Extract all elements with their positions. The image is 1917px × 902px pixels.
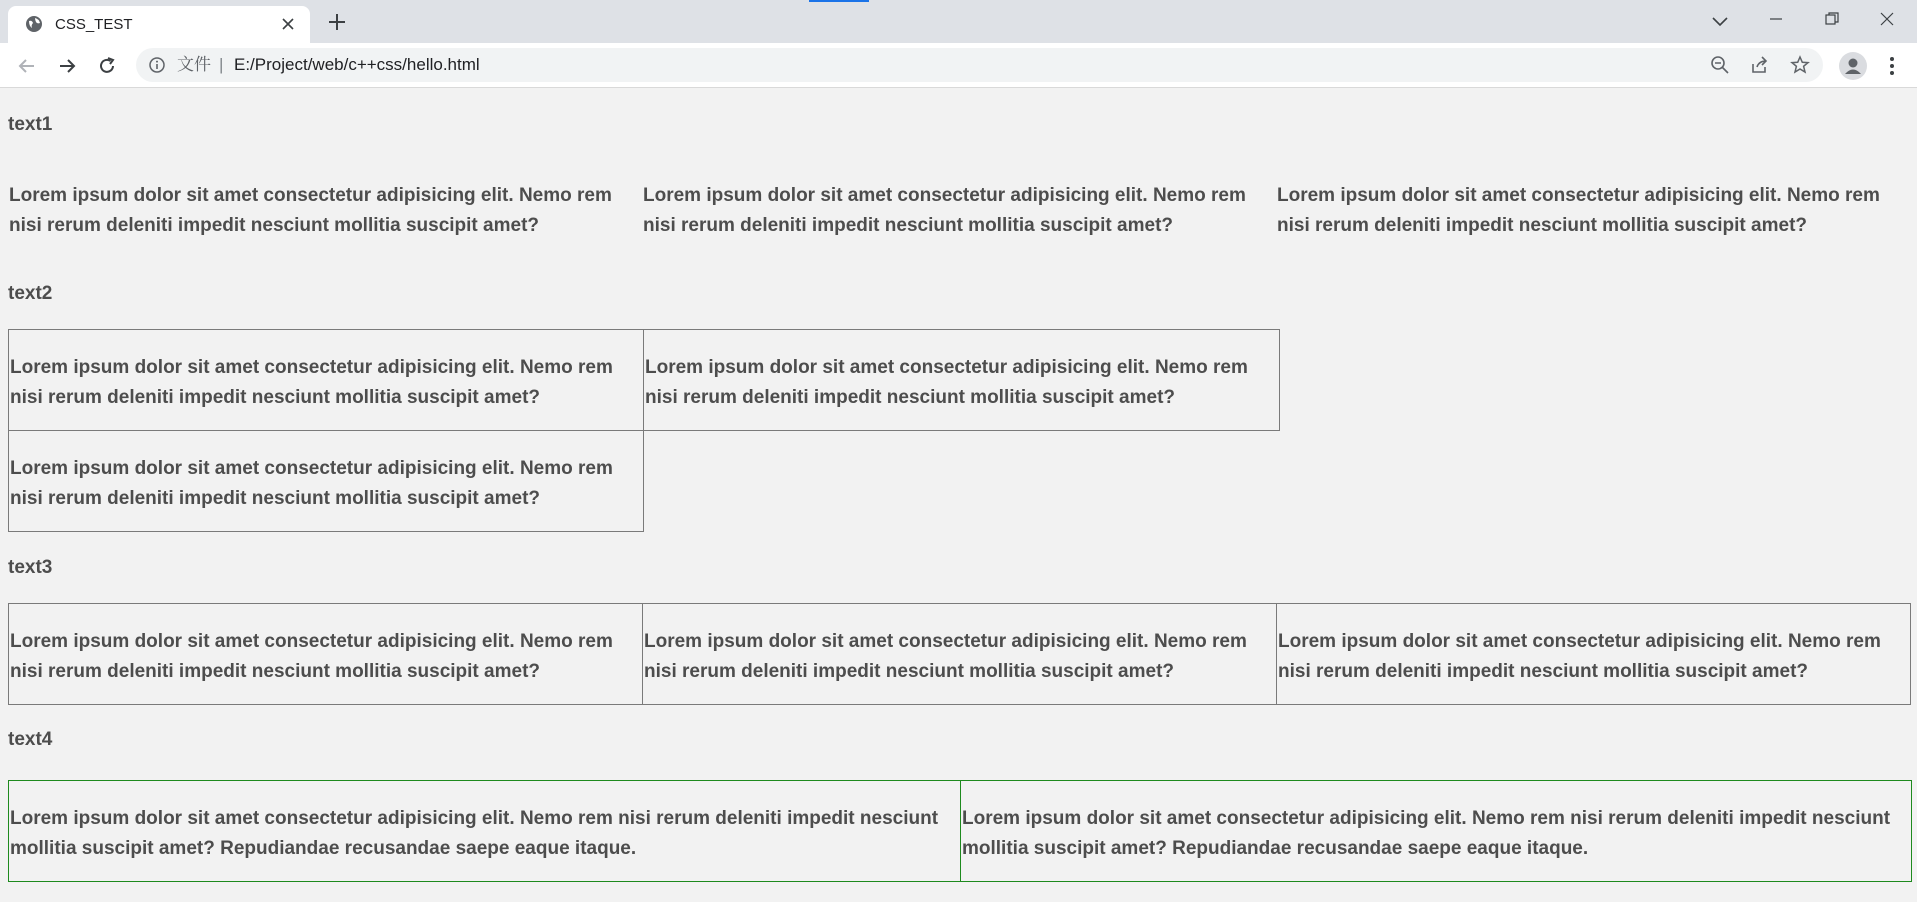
forward-button[interactable] (53, 52, 81, 80)
globe-icon (25, 15, 43, 33)
bookmark-star-icon[interactable] (1790, 55, 1810, 75)
close-icon (1879, 11, 1895, 27)
address-bar[interactable] (136, 48, 1823, 82)
person-icon (1839, 52, 1867, 80)
more-menu-icon[interactable] (1882, 54, 1902, 78)
close-window-button[interactable] (1864, 6, 1910, 32)
share-icon[interactable] (1750, 55, 1770, 75)
minimize-button[interactable] (1753, 6, 1799, 32)
text1-box-2 (642, 158, 1276, 260)
section-heading-text1: text1 (8, 114, 53, 135)
new-tab-icon[interactable] (325, 10, 349, 34)
box-text: Lorem ipsum dolor sit amet consectetur adipisicing elit. Nemo rem nisi rerum deleniti impedit nesciunt mollitia suscipit amet? (10, 631, 613, 682)
url-text[interactable]: E:/Project/web/c++css/hello.html (234, 55, 480, 74)
text1-box-1 (8, 158, 642, 260)
tab-strip (0, 0, 1917, 43)
tab-title: CSS_TEST (55, 16, 133, 33)
close-tab-icon[interactable] (280, 16, 296, 32)
chevron-down-icon[interactable] (1709, 10, 1731, 32)
text4-box-1 (8, 780, 961, 882)
box-text: Lorem ipsum dolor sit amet consectetur adipisicing elit. Nemo rem nisi rerum deleniti impedit nesciunt mollitia suscipit amet? (643, 185, 1246, 236)
text3-box-2 (642, 603, 1277, 705)
loading-indicator (809, 0, 869, 2)
text3-box-1 (8, 603, 643, 705)
browser-toolbar (0, 43, 1917, 88)
scheme-separator: | (219, 55, 224, 74)
box-text: Lorem ipsum dolor sit amet consectetur adipisicing elit. Nemo rem nisi rerum deleniti impedit nesciunt mollitia suscipit amet? (1277, 185, 1880, 236)
text1-box-3 (1276, 158, 1910, 260)
box-text: Lorem ipsum dolor sit amet consectetur adipisicing elit. Nemo rem nisi rerum deleniti impedit nesciunt mollitia suscipit amet? (1278, 631, 1881, 682)
restore-icon (1824, 11, 1840, 27)
box-text: Lorem ipsum dolor sit amet consectetur adipisicing elit. Nemo rem nisi rerum deleniti impedit nesciunt mollitia suscipit amet? (645, 357, 1248, 408)
section-heading-text3: text3 (8, 557, 53, 578)
scheme-label: 文件 (177, 55, 211, 74)
reload-icon (97, 56, 117, 76)
box-text: Lorem ipsum dolor sit amet consectetur adipisicing elit. Nemo rem nisi rerum deleniti impedit nesciunt mollitia suscipit amet? (10, 357, 613, 408)
page-content (0, 89, 1917, 902)
info-icon[interactable] (149, 57, 165, 73)
restore-button[interactable] (1809, 6, 1855, 32)
box-text: Lorem ipsum dolor sit amet consectetur adipisicing elit. Nemo rem nisi rerum deleniti impedit nesciunt mollitia suscipit amet? (9, 185, 612, 236)
box-text: Lorem ipsum dolor sit amet consectetur adipisicing elit. Nemo rem nisi rerum deleniti impedit nesciunt mollitia suscipit amet? (644, 631, 1247, 682)
arrow-right-icon (57, 56, 77, 76)
section-heading-text4: text4 (8, 729, 53, 750)
box-text: Lorem ipsum dolor sit amet consectetur adipisicing elit. Nemo rem nisi rerum deleniti impedit nesciunt mollitia suscipit amet? Repudiandae recusandae saepe eaque itaque. (10, 808, 939, 859)
text4-box-2 (960, 780, 1912, 882)
profile-avatar[interactable] (1839, 52, 1867, 80)
box-text: Lorem ipsum dolor sit amet consectetur adipisicing elit. Nemo rem nisi rerum deleniti impedit nesciunt mollitia suscipit amet? (10, 458, 613, 509)
zoom-out-icon[interactable] (1710, 55, 1730, 75)
text2-box-2 (643, 329, 1280, 431)
text3-box-3 (1276, 603, 1911, 705)
text2-box-3 (8, 430, 644, 532)
box-text: Lorem ipsum dolor sit amet consectetur adipisicing elit. Nemo rem nisi rerum deleniti impedit nesciunt mollitia suscipit amet? Repudiandae recusandae saepe eaque itaque. (962, 808, 1891, 859)
browser-tab[interactable] (8, 6, 310, 43)
arrow-left-icon (17, 56, 37, 76)
reload-button[interactable] (93, 52, 121, 80)
back-button[interactable] (13, 52, 41, 80)
minimize-icon (1768, 11, 1784, 27)
section-heading-text2: text2 (8, 283, 53, 304)
text2-box-1 (8, 329, 644, 431)
